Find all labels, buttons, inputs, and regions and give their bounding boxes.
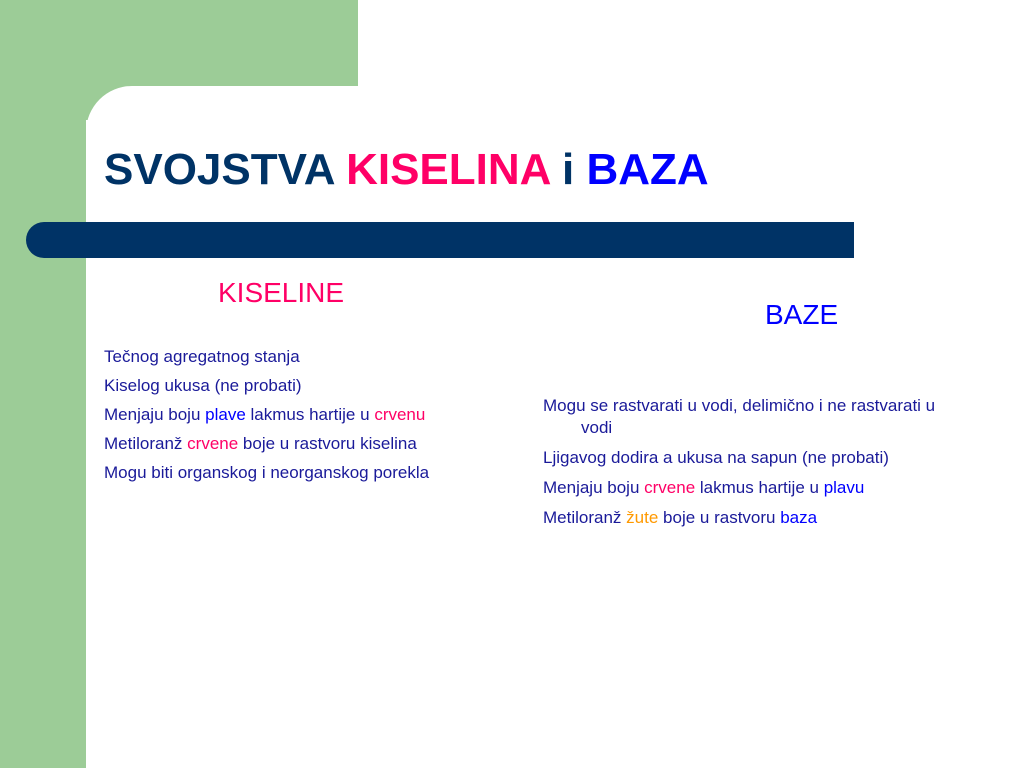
list-item: Mogu se rastvarati u vodi, delimično i ne rastvarati u vodi	[543, 396, 936, 437]
color-word-zute: žute	[626, 508, 659, 527]
list-item: Ljigavog dodira a ukusa na sapun (ne probati)	[543, 448, 889, 467]
green-left-stripe	[0, 0, 86, 768]
title-part-i: i	[562, 145, 575, 194]
title-part-baza: BAZA	[586, 145, 709, 194]
baze-heading: BAZE	[765, 299, 839, 330]
list-item: Metiloranž crvene boje u rastvoru kiselina	[104, 434, 417, 453]
color-word-crvenu: crvenu	[374, 405, 426, 424]
list-item: Kiselog ukusa (ne probati)	[104, 376, 302, 395]
title-part-svojstva: SVOJSTVA	[104, 145, 334, 194]
color-word-baza: baza	[780, 508, 818, 527]
title-divider-bar	[26, 222, 854, 258]
baze-list	[543, 395, 943, 537]
slide-title	[104, 142, 709, 198]
color-word-plave: plave	[205, 405, 246, 424]
kiseline-list	[104, 346, 504, 491]
list-item: Metiloranž žute boje u rastvoru baza	[543, 508, 818, 527]
color-word-crvene: crvene	[644, 478, 696, 497]
color-word-crvene: crvene	[187, 434, 239, 453]
color-word-plavu: plavu	[823, 478, 865, 497]
list-item: Mogu biti organskog i neorganskog porekla	[104, 463, 430, 482]
list-item: Menjaju boju plave lakmus hartije u crvenu	[104, 405, 426, 424]
list-item: Menjaju boju crvene lakmus hartije u plavu	[543, 478, 865, 497]
kiseline-heading: KISELINE	[218, 277, 345, 308]
title-part-kiselina: KISELINA	[346, 145, 550, 194]
list-item: Tečnog agregatnog stanja	[104, 347, 300, 366]
